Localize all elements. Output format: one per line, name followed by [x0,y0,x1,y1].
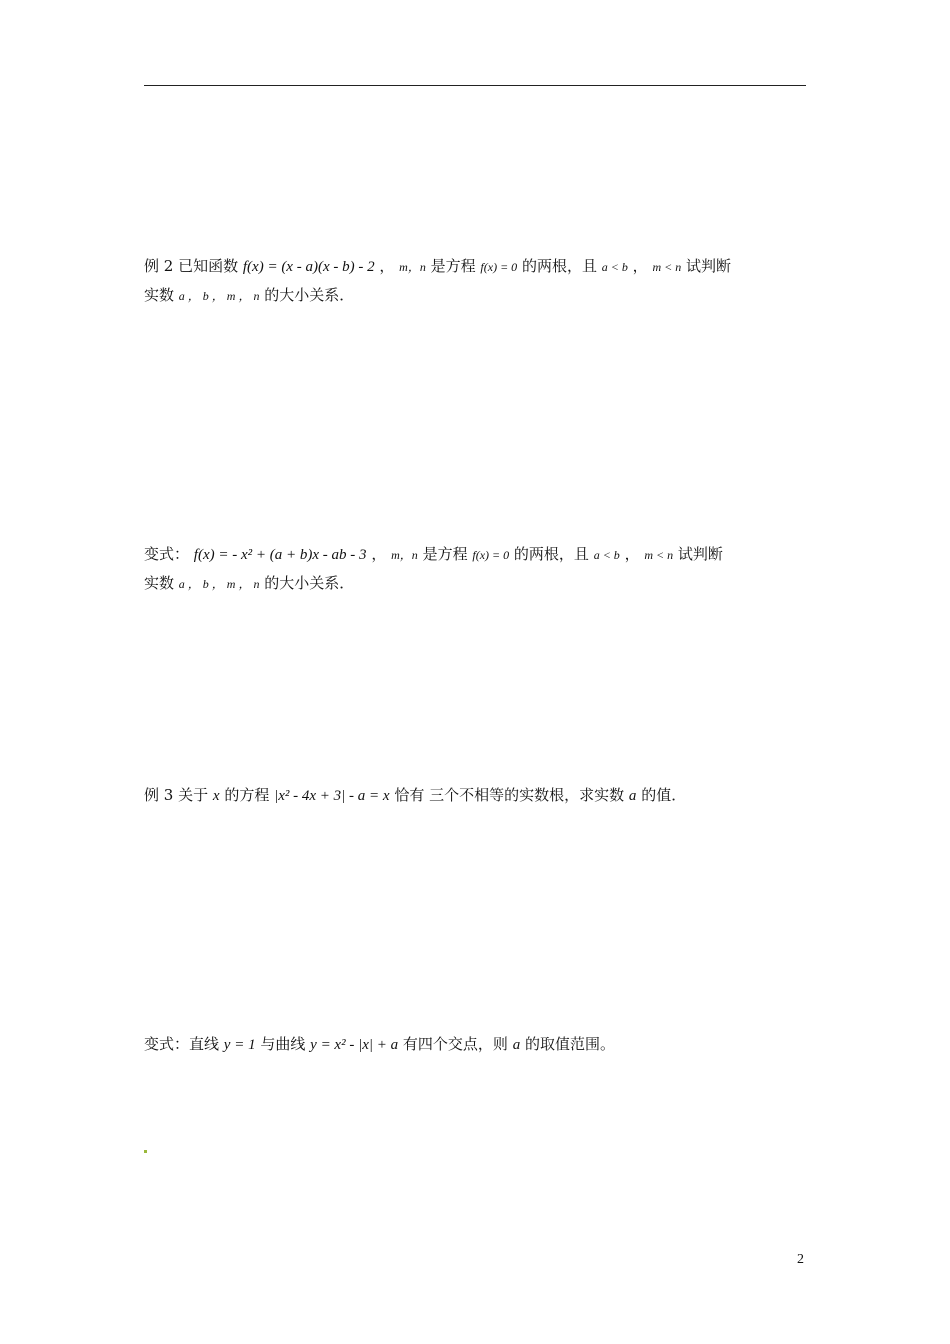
variant-2-text-3: 的取值范围。 [524,1035,615,1053]
example-2-cond-1: a < b [601,260,628,274]
example-3-var-x: x [212,788,220,804]
example-2-line-2-suffix: 的大小关系． [264,286,355,304]
variant-1-label: 变式： [144,545,190,563]
variant-1-mn: m，n [391,548,418,562]
variant-1-vars: a ， b ， m ， n [178,577,260,591]
example-2-line-2 [144,284,354,307]
page-number: 2 [797,1252,804,1267]
example-3-label: 例 3 关于 [144,786,209,804]
green-dot-mark [144,1150,147,1153]
variant-1-line-2-suffix: 的大小关系． [264,574,355,592]
variant-2-label: 变式：直线 [144,1035,220,1053]
variant-2-curve-equation: y = x² - |x| + a [310,1037,399,1053]
example-3-text-3: 的值． [641,786,687,804]
variant-2-text-1: 与曲线 [260,1035,306,1053]
example-2-line-2-prefix: 实数 [144,286,175,304]
example-3-line [144,784,686,807]
comma: ， [632,257,648,275]
variant-1-text-2: 的两根，且 [513,545,589,563]
variant-2-line [144,1033,615,1056]
comma: ， [371,545,387,563]
example-2-text-3: 试判断 [685,257,731,275]
comma: ， [379,257,395,275]
example-2-cond-2: m < n [652,260,682,274]
example-2-formula: f(x) = (x - a)(x - b) - 2 [242,259,375,275]
variant-1-text-3: 试判断 [677,545,723,563]
example-3-formula: |x² - 4x + 3| - a = x [274,788,390,804]
variant-1-formula: f(x) = - x² + (a + b)x - ab - 3 [193,547,367,563]
example-2-equation: f(x) = 0 [480,260,518,274]
variant-1-text-1: 是方程 [422,545,468,563]
example-2-vars: a ， b ， m ， n [178,289,260,303]
variant-1-line-2-prefix: 实数 [144,574,175,592]
example-3-var-a: a [628,788,637,804]
variant-2-var-a: a [512,1037,521,1053]
variant-1-line-1 [144,543,723,566]
example-3-text-2: 恰有 三个不相等的实数根，求实数 [394,786,625,804]
variant-2-line-equation: y = 1 [223,1037,256,1053]
variant-1-line-2 [144,572,354,595]
example-3-text-1: 的方程 [224,786,270,804]
variant-1-cond-1: a < b [593,548,620,562]
variant-1-equation: f(x) = 0 [472,548,510,562]
example-2-label: 例 2 已知函数 [144,257,239,275]
comma: ， [624,545,640,563]
example-2-line-1 [144,255,731,278]
example-2-mn: m，n [399,260,426,274]
header-rule [144,85,806,86]
variant-1-cond-2: m < n [644,548,674,562]
example-2-text-1: 是方程 [430,257,476,275]
example-2-text-2: 的两根，且 [521,257,597,275]
variant-2-text-2: 有四个交点，则 [402,1035,508,1053]
